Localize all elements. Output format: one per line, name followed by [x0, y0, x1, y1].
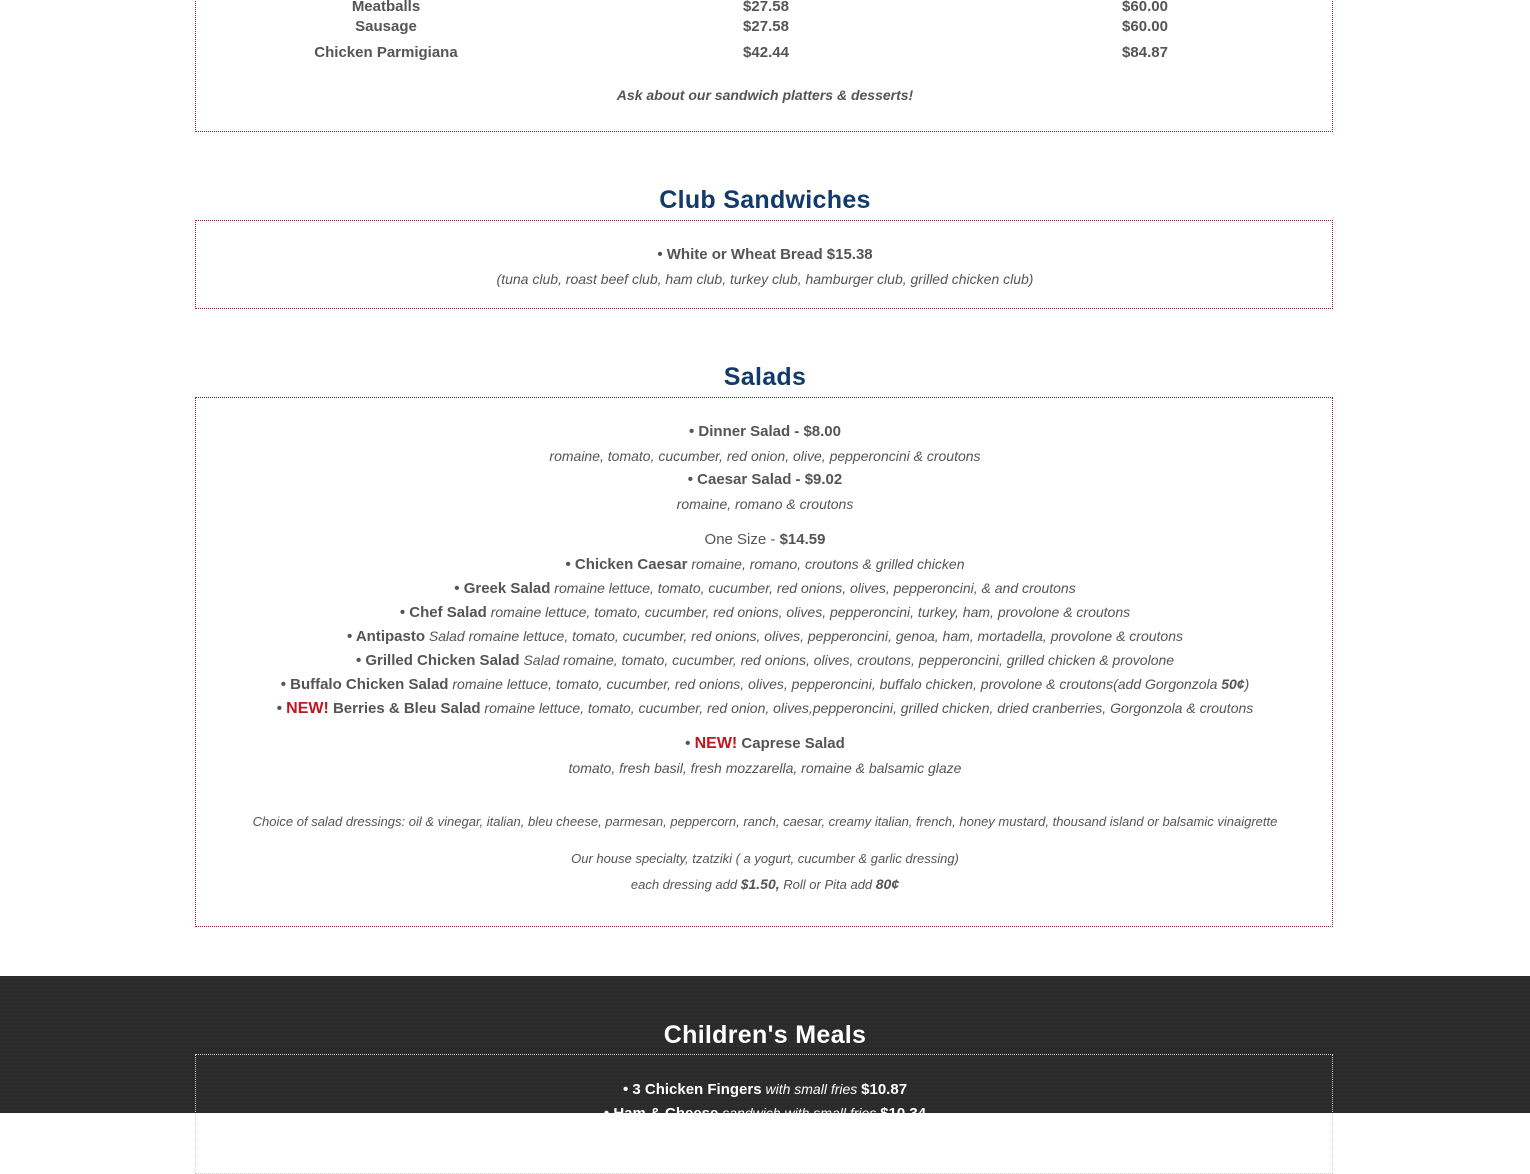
caesar-salad	[196, 468, 1334, 492]
section-title-salads: Salads	[723, 363, 807, 391]
salad-item	[196, 648, 1334, 673]
caesar-salad-desc-text: romaine, romano & croutons	[676, 496, 854, 512]
club-item-text: • White or Wheat Bread $15.38	[657, 246, 873, 263]
children-item-name: • Ham & Cheese	[603, 1105, 719, 1122]
caprese-salad	[196, 732, 1334, 756]
caesar-salad-name: • Caesar Salad - $9.02	[687, 471, 843, 488]
salad-name: Antipasto	[355, 628, 426, 645]
platters-note	[196, 83, 1334, 108]
section-title-children: Children's Meals	[663, 1021, 867, 1049]
bullet: •	[276, 700, 287, 717]
children-item-price: $10.87	[861, 1081, 908, 1098]
dressings-text: Choice of salad dressings: oil & vinegar, italian, bleu cheese, parmesan, peppercorn, ranch, caesar, creamy italian, french, honey mustard, thousand island or balsamic vinaigrette	[252, 814, 1278, 829]
salad-name: Greek Salad	[463, 580, 551, 597]
salad-desc: romaine lettuce, tomato, cucumber, red onion, olives,pepperoncini, grilled chicken, dried cranberries, Gorgonzola & croutons	[480, 700, 1254, 716]
caprese-name: Caprese Salad	[737, 735, 845, 752]
club-box	[195, 220, 1333, 309]
salad-item	[196, 696, 1334, 721]
salad-desc-tail: )	[1244, 676, 1250, 692]
item-price: $60.00	[1122, 18, 1168, 35]
item-name: Chicken Parmigiana	[314, 44, 458, 61]
bullet: •	[346, 628, 356, 645]
salad-item	[196, 552, 1334, 577]
salad-desc: Salad romaine lettuce, tomato, cucumber, red onions, olives, pepperoncini, genoa, ham, mortadella, provolone & croutons	[425, 628, 1184, 644]
gorgonzola-price: 50¢	[1221, 676, 1245, 692]
bullet: •	[685, 735, 695, 752]
salad-item	[196, 576, 1334, 601]
club-item	[196, 243, 1334, 267]
item-name: Sausage	[355, 18, 417, 35]
bullet: •	[454, 580, 464, 597]
caprese-desc	[196, 756, 1334, 781]
salad-desc: romaine lettuce, tomato, cucumber, red onions, olives, pepperoncini, & and croutons	[550, 580, 1076, 596]
new-badge: NEW!	[694, 735, 738, 752]
salad-name: Chicken Caesar	[574, 556, 688, 573]
salads-box	[195, 397, 1333, 927]
item-price: $84.87	[1122, 44, 1168, 61]
salad-item	[196, 624, 1334, 649]
specialty-text: Our house specialty, tzatziki ( a yogurt, cucumber & garlic dressing)	[571, 851, 959, 866]
price-row-chicken-parm	[196, 41, 1334, 65]
children-item-price: $10.34	[880, 1105, 927, 1122]
platters-note-text: Ask about our sandwich platters & desserts!	[616, 87, 914, 103]
item-price: $27.58	[743, 0, 789, 15]
party-tray-box	[195, 0, 1333, 132]
one-size-price-value: $14.59	[779, 531, 826, 548]
item-price: $60.00	[1122, 0, 1168, 15]
salad-desc: Salad romaine, tomato, cucumber, red onions, olives, croutons, pepperoncini, grilled chicken & provolone	[519, 652, 1175, 668]
dinner-salad-name: • Dinner Salad - $8.00	[689, 423, 841, 440]
club-desc	[196, 267, 1334, 292]
salad-name: Chef Salad	[409, 604, 487, 621]
children-section	[0, 976, 1530, 1122]
salad-name: Buffalo Chicken Salad	[290, 676, 449, 693]
club-desc-text: (tuna club, roast beef club, ham club, turkey club, hamburger club, grilled chicken club)	[496, 271, 1034, 287]
children-box	[195, 1054, 1333, 1174]
children-item-name: • 3 Chicken Fingers	[622, 1081, 762, 1098]
item-price: $42.44	[743, 44, 789, 61]
bullet: •	[355, 652, 366, 669]
addons-mid: Roll or Pita add	[779, 877, 876, 892]
price-row-sausage	[196, 15, 1334, 39]
bullet: •	[280, 676, 291, 693]
addons-note	[196, 872, 1334, 897]
new-badge: NEW!	[286, 700, 329, 717]
salad-name: Berries & Bleu Salad	[328, 700, 481, 717]
one-size-price	[196, 528, 1334, 552]
caprese-desc-text: tomato, fresh basil, fresh mozzarella, romaine & balsamic glaze	[568, 760, 962, 776]
roll-price: 80¢	[875, 876, 900, 892]
bullet: •	[399, 604, 410, 621]
salad-name: Grilled Chicken Salad	[365, 652, 520, 669]
children-item	[196, 1101, 1334, 1126]
one-size-label: One Size -	[704, 531, 780, 548]
children-item-desc: with small fries	[761, 1081, 862, 1097]
salad-item	[196, 672, 1334, 697]
caesar-salad-desc	[196, 492, 1334, 517]
item-price: $27.58	[743, 18, 789, 35]
dinner-salad	[196, 420, 1334, 444]
dressing-price: $1.50,	[740, 876, 780, 892]
specialty-note	[196, 847, 1334, 871]
dinner-salad-desc	[196, 444, 1334, 469]
children-item	[196, 1077, 1334, 1102]
dressings-note	[196, 810, 1334, 834]
addons-pre: each dressing add	[630, 877, 741, 892]
bullet: •	[565, 556, 575, 573]
salad-desc: romaine lettuce, tomato, cucumber, red onions, olives, pepperoncini, buffalo chicken, provolone & croutons(add Gorgonzola	[448, 676, 1222, 692]
salad-desc: romaine, romano, croutons & grilled chicken	[687, 556, 965, 572]
salad-desc: romaine lettuce, tomato, cucumber, red onions, olives, pepperoncini, turkey, ham, provolone & croutons	[486, 604, 1131, 620]
dinner-salad-desc-text: romaine, tomato, cucumber, red onion, olive, pepperoncini & croutons	[549, 448, 981, 464]
item-name: Meatballs	[351, 0, 421, 15]
section-title-club: Club Sandwiches	[659, 186, 871, 214]
children-item-desc: sandwich with small fries	[718, 1105, 881, 1121]
salad-item	[196, 600, 1334, 625]
